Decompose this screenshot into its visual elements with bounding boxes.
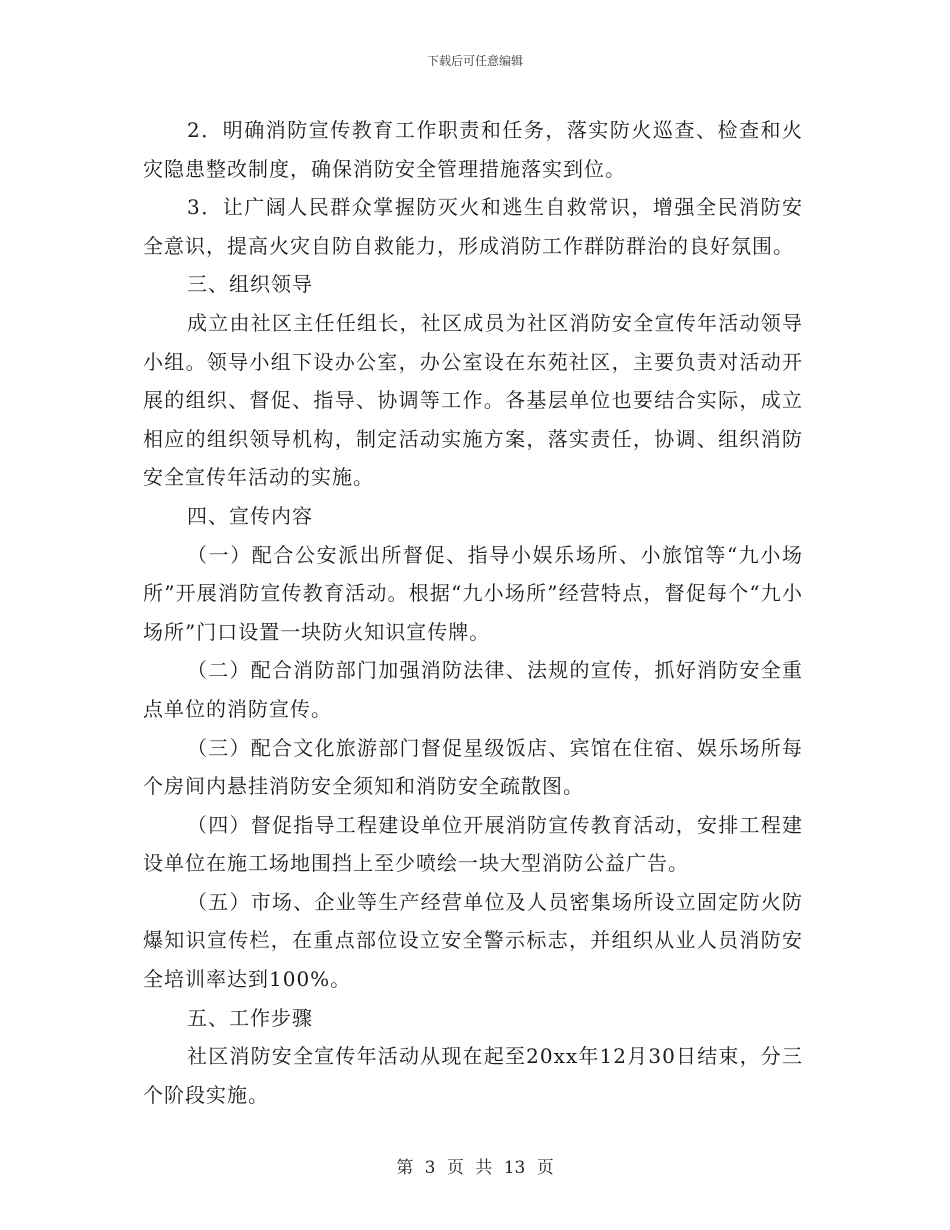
paragraph-content-5: （五）市场、企业等生产经营单位及人员密集场所设立固定防火防爆知识宣传栏，在重点部位设立安全警示标志，并组织从业人员消防安全培训率达到100%。 [143,889,803,992]
page-header-note: 下载后可任意编辑 [426,54,523,68]
section-heading-organization: 三、组织领导 [187,272,313,297]
document-body [143,111,803,1114]
paragraph-steps: 社区消防安全宣传年活动从现在起至20xx年12月30日结束，分三个阶段实施。 [143,1044,803,1107]
paragraph-content-4: （四）督促指导工程建设单位开展消防宣传教育活动，安排工程建设单位在施工场地围挡上至少喷绘一块大型消防公益广告。 [143,812,803,876]
section-heading-steps: 五、工作步骤 [187,1005,313,1030]
paragraph-organization: 成立由社区主任任组长，社区成员为社区消防安全宣传年活动领导小组。领导小组下设办公室，办公室设在东苑社区，主要负责对活动开展的组织、督促、指导、协调等工作。各基层单位也要结合实际，成立相应的组织领导机构，制定活动实施方案，落实责任，协调、组织消防安全宣传年活动的实施。 [143,310,803,490]
paragraph-content-2: （二）配合消防部门加强消防法律、法规的宣传，抓好消防安全重点单位的消防宣传。 [143,658,803,721]
paragraph-content-1: （一）配合公安派出所督促、指导小娱乐场所、小旅馆等“九小场所”开展消防宣传教育活动。根据“九小场所”经营特点，督促每个“九小场所”门口设置一块防火知识宣传牌。 [143,542,803,644]
paragraph-goal-3: 3．让广阔人民群众掌握防灭火和逃生自救常识，增强全民消防安全意识，提高火灾自防自救能力，形成消防工作群防群治的良好氛围。 [143,195,803,258]
paragraph-content-3: （三）配合文化旅游部门督促星级饭店、宾馆在住宿、娱乐场所每个房间内悬挂消防安全须知和消防安全疏散图。 [143,735,803,799]
section-heading-content: 四、宣传内容 [187,503,313,528]
paragraph-goal-2: 2．明确消防宣传教育工作职责和任务，落实防火巡查、检查和火灾隐患整改制度，确保消防安全管理措施落实到位。 [143,118,803,181]
page-number: 第 3 页 共 13 页 [396,1158,554,1178]
